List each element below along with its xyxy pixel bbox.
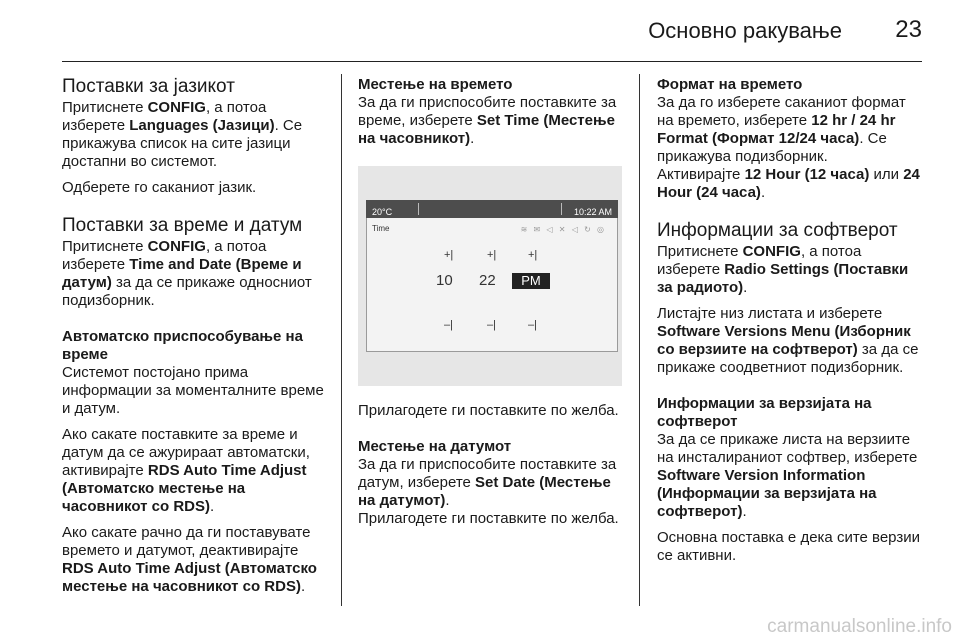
text: . Се прикажува список на сите јазици достапни во системот. bbox=[62, 117, 303, 170]
spacer bbox=[62, 318, 330, 328]
spacer bbox=[62, 205, 330, 215]
clock-readout: 10:22 AM bbox=[573, 207, 612, 217]
ui-term: 12 Hour (12 часа) bbox=[744, 166, 870, 183]
paragraph bbox=[657, 243, 925, 297]
ui-term: Set Date (Местење на датумот) bbox=[358, 474, 611, 509]
column-3 bbox=[657, 76, 925, 573]
section-heading: Поставки за време и датум bbox=[62, 215, 303, 236]
text: Активирајте bbox=[657, 166, 745, 183]
text: Притиснете bbox=[62, 99, 148, 116]
ui-term: Languages (Јазици) bbox=[129, 117, 275, 134]
paragraph bbox=[62, 238, 330, 310]
section-heading: Поставки за јазикот bbox=[62, 76, 235, 97]
page-number: 23 bbox=[895, 16, 922, 43]
text: , а потоа изберете bbox=[62, 238, 267, 273]
column-divider bbox=[639, 74, 640, 606]
text: , а потоа изберете bbox=[62, 99, 267, 134]
text: Притиснете bbox=[62, 238, 148, 255]
spacer bbox=[358, 428, 630, 438]
text: За да се прикаже листа на верзиите на инсталираниот софтвер, изберете bbox=[657, 431, 918, 466]
ampm-minus-icon: –| bbox=[528, 319, 537, 331]
text: за да се прикаже односниот подизборник. bbox=[62, 274, 312, 309]
ui-term: Software Version Information (Информации за верзијата на софтверот) bbox=[657, 467, 877, 520]
text: . Се прикажува подизборник. bbox=[657, 130, 887, 165]
paragraph bbox=[62, 426, 330, 516]
ampm-plus-icon: +| bbox=[528, 249, 538, 261]
text: За да го изберете саканиот формат на времето, изберете bbox=[657, 94, 906, 129]
subsection-heading: Местење на датумот bbox=[358, 438, 512, 455]
text: За да ги приспособите поставките за датум, изберете bbox=[358, 456, 617, 491]
temperature-readout: 20°C bbox=[372, 207, 393, 217]
text: . bbox=[760, 184, 766, 201]
minute-value: 22 bbox=[479, 272, 496, 289]
text: За да ги приспособите поставките за време, изберете bbox=[358, 94, 617, 129]
text: . bbox=[210, 498, 215, 515]
hour-plus-icon: +| bbox=[444, 249, 454, 261]
ui-term: Set Time (Местење на часовникот) bbox=[358, 112, 615, 147]
ui-term: 12 hr / 24 hr Format (Формат 12/24 часа) bbox=[657, 112, 896, 147]
paragraph bbox=[62, 524, 330, 596]
header-rule bbox=[62, 61, 922, 62]
text: . bbox=[470, 130, 475, 147]
text: , а потоа изберете bbox=[657, 243, 862, 278]
paragraph bbox=[657, 431, 925, 521]
screen-title: Time bbox=[372, 224, 390, 233]
hour-value: 10 bbox=[436, 272, 453, 289]
ampm-value: PM bbox=[512, 273, 550, 289]
text: Ако сакате рачно да ги поставувате времето и датумот, деактивирајте bbox=[62, 524, 311, 559]
paragraph: Системот постојано прима информации за моменталните време и датум. bbox=[62, 364, 324, 417]
text: Листајте низ листата и изберете bbox=[657, 305, 883, 322]
text: или bbox=[869, 166, 904, 183]
paragraph: Основна поставка е дека сите верзии се активни. bbox=[657, 529, 920, 564]
page-title: Основно ракување bbox=[648, 18, 842, 43]
subsection-heading: Автоматско приспособување на време bbox=[62, 328, 303, 363]
ui-term: RDS Auto Time Adjust (Автоматско местење на часовникот со RDS) bbox=[62, 560, 317, 595]
text: за да се прикаже соодветниот подизборник. bbox=[657, 341, 919, 376]
text: Притиснете bbox=[657, 243, 743, 260]
ui-term: Time and Date (Време и датум) bbox=[62, 256, 302, 291]
minute-plus-icon: +| bbox=[487, 249, 497, 261]
paragraph bbox=[657, 305, 925, 377]
column-2 bbox=[358, 76, 630, 536]
section-heading: Информации за софтверот bbox=[657, 220, 898, 241]
screen-status-bar bbox=[366, 200, 618, 218]
status-icons: ≋ ✉ ◁ ✕ ◁ ↻ ◎ bbox=[520, 225, 606, 234]
text: Ако сакате поставките за време и датум да се ажурираат автоматски, активирајте bbox=[62, 426, 310, 479]
ui-term: CONFIG bbox=[147, 238, 206, 255]
subsection-heading: Местење на времето bbox=[358, 76, 513, 93]
paragraph: Прилагодете ги поставките по желба. bbox=[358, 510, 619, 527]
spacer bbox=[657, 385, 925, 395]
paragraph: Прилагодете ги поставките по желба. bbox=[358, 402, 619, 419]
subsection-heading: Информации за верзијата на софтверот bbox=[657, 395, 872, 430]
column-divider bbox=[341, 74, 342, 606]
status-separator bbox=[418, 203, 419, 215]
text: . bbox=[742, 503, 747, 520]
watermark: carmanualsonline.info bbox=[767, 616, 952, 637]
ui-term: Software Versions Menu (Изборник со верзиите на софтверот) bbox=[657, 323, 911, 358]
spacer bbox=[657, 210, 925, 220]
ui-term: RDS Auto Time Adjust (Автоматско местење на часовникот со RDS) bbox=[62, 462, 307, 515]
paragraph bbox=[657, 94, 925, 202]
status-separator bbox=[561, 203, 562, 215]
time-settings-screen-image bbox=[358, 166, 622, 386]
text: . bbox=[300, 578, 306, 595]
subsection-heading: Формат на времето bbox=[657, 76, 803, 93]
text: . bbox=[743, 279, 748, 296]
text: . bbox=[445, 492, 450, 509]
column-1 bbox=[62, 76, 330, 604]
ui-term: CONFIG bbox=[742, 243, 801, 260]
ui-term: Radio Settings (Поставки за радиото) bbox=[657, 261, 909, 296]
page-header bbox=[62, 0, 922, 62]
ui-term: CONFIG bbox=[147, 99, 206, 116]
ui-term: 24 Hour (24 часа) bbox=[657, 166, 920, 201]
paragraph: Одберете го саканиот јазик. bbox=[62, 179, 257, 196]
paragraph bbox=[358, 94, 630, 148]
paragraph bbox=[358, 456, 630, 510]
hour-minus-icon: –| bbox=[444, 319, 453, 331]
minute-minus-icon: –| bbox=[487, 319, 496, 331]
paragraph bbox=[62, 99, 330, 171]
